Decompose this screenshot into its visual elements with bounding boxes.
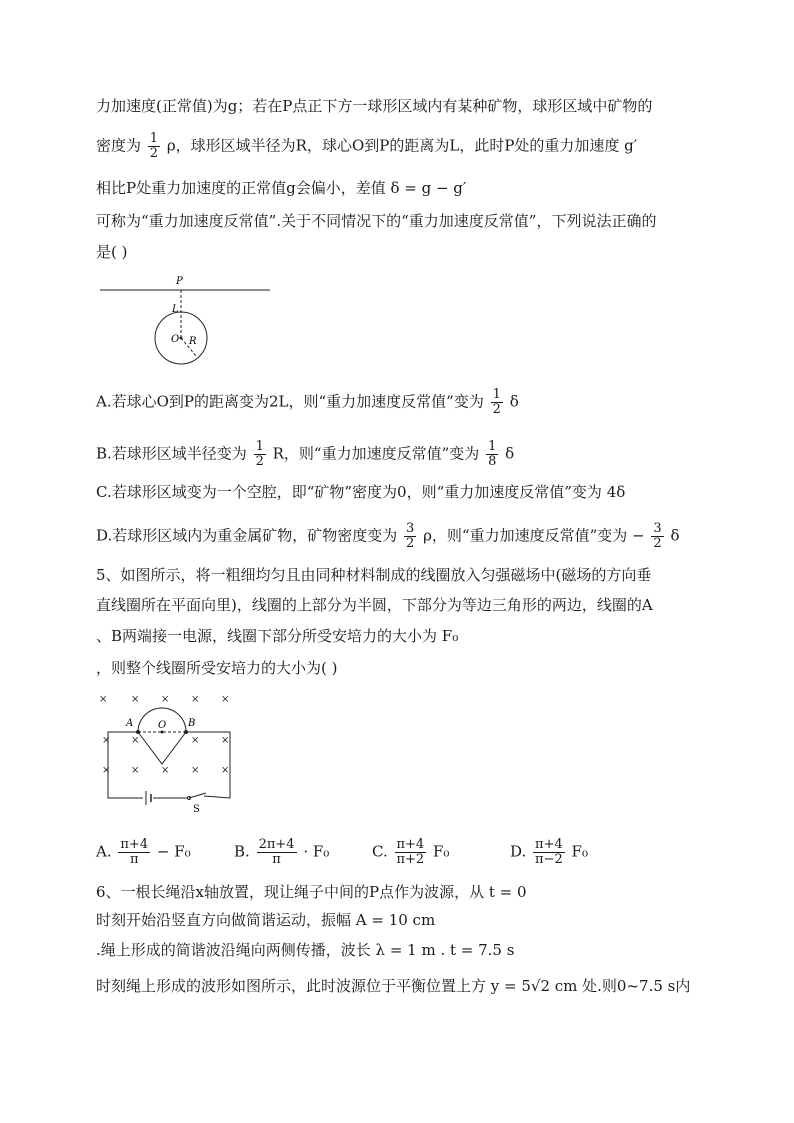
q5-option-C[interactable]: [372, 838, 449, 867]
cross-mark: ×: [161, 765, 170, 776]
q4-option-D[interactable]: [96, 522, 679, 551]
q5-option-B[interactable]: [234, 838, 329, 867]
cross-mark: ×: [161, 694, 170, 705]
cross-mark: ×: [221, 694, 230, 705]
cross-mark: ×: [221, 765, 230, 776]
option-fraction: [257, 838, 297, 867]
option-label: C.: [372, 842, 388, 861]
option-tail: · F₀: [303, 842, 330, 861]
cross-mark: ×: [102, 765, 111, 776]
center-dot: [180, 337, 183, 340]
fraction-numerator: π+4: [535, 837, 563, 852]
fraction-numerator: 2π+4: [258, 837, 295, 852]
cross-mark: ×: [191, 765, 200, 776]
label-B: B: [188, 718, 196, 729]
q5-coil-figure: [96, 688, 246, 818]
q5-text-line-1: 5、如图所示，将一粗细均匀且由同种材料制成的线圈放入匀强磁场中(磁场的方向垂: [96, 566, 652, 584]
q5-option-A[interactable]: [96, 838, 191, 867]
q4-text-line-4: 可称为“重力加速度反常值”.关于不同情况下的“重力加速度反常值”，下列说法正确的: [96, 212, 657, 230]
option-fraction: [651, 522, 663, 551]
q4-text-line-3: 相比P处重力加速度的正常值g会偏小，差值 δ = g − g′: [96, 179, 467, 197]
q4-half-fraction: [148, 132, 160, 161]
cross-mark: ×: [191, 735, 200, 746]
fraction-numerator: π+4: [396, 837, 425, 852]
option-fraction: [118, 838, 150, 867]
q5-option-D[interactable]: [510, 838, 588, 867]
q6-text-line-3: .绳上形成的简谐波沿绳向两侧传播，波长 λ = 1 m . t = 7.5 s: [96, 941, 515, 959]
fraction-denominator: 2: [492, 402, 501, 417]
label-R: R: [189, 336, 197, 347]
cross-mark: ×: [131, 694, 140, 705]
q4-sphere-figure: [96, 270, 286, 370]
option-fraction: [395, 838, 427, 867]
fraction-denominator: 8: [488, 454, 497, 469]
option-text: B.若球形区域半径变为: [96, 444, 247, 463]
cross-mark: ×: [191, 694, 200, 705]
q5-text-line-3: 、B两端接一电源，线圈下部分所受安培力的大小为 F₀: [96, 627, 459, 645]
fraction-numerator: 1: [149, 131, 159, 146]
option-fraction: [533, 838, 565, 867]
option-fraction: [491, 388, 503, 417]
q4-text-line-1: 力加速度(正常值)为g；若在P点正下方一球形区域内有某种矿物，球形区域中矿物的: [96, 97, 653, 115]
fraction-denominator: π−2: [535, 852, 563, 867]
q4-option-A[interactable]: [96, 388, 519, 417]
fraction-numerator: π+4: [120, 837, 149, 852]
option-symbol: δ: [670, 526, 680, 545]
fraction-denominator: π: [129, 852, 139, 867]
q4-density-rest: ρ，球形区域半径为R，球心O到P的距离为L，此时P处的重力加速度 g′: [166, 136, 638, 155]
option-symbol: δ: [505, 444, 515, 463]
label-P: P: [176, 276, 183, 287]
fraction-numerator: 3: [653, 521, 662, 536]
cross-mark: ×: [102, 735, 111, 746]
cross-mark: ×: [131, 735, 140, 746]
option-text: A.若球心O到P的距离变为2L，则“重力加速度反常值”变为: [96, 392, 484, 411]
cross-mark: ×: [221, 735, 230, 746]
point-B-dot: [184, 730, 188, 734]
cross-mark: ×: [99, 694, 108, 705]
option-fraction: [254, 440, 266, 469]
option-symbol: δ: [509, 392, 519, 411]
option-label: B.: [234, 842, 250, 861]
option-tail: F₀: [433, 842, 450, 861]
q6-text-line-2: 时刻开始沿竖直方向做简谐运动，振幅 A = 10 cm: [96, 911, 436, 929]
option-text: R，则“重力加速度反常值”变为: [272, 444, 480, 463]
q4-density-label: 密度为: [96, 136, 142, 155]
q4-option-B[interactable]: [96, 440, 514, 469]
option-tail: − F₀: [156, 842, 191, 861]
option-text: D.若球形区域内为重金属矿物，矿物密度变为: [96, 526, 398, 545]
q6-text-line-1: 6、一根长绳沿x轴放置，现让绳子中间的P点作为波源，从 t = 0: [96, 883, 527, 901]
label-O: O: [171, 334, 180, 345]
magnetic-field-crosses: [99, 694, 229, 776]
q4-option-C[interactable]: C.若球形区域变为一个空腔，即“矿物”密度为0，则“重力加速度反常值”变为 4δ: [96, 483, 626, 501]
q4-text-line-5: 是( ): [96, 243, 128, 261]
fraction-denominator: π+2: [396, 852, 425, 867]
label-O: O: [158, 720, 167, 731]
option-text: ρ，则“重力加速度反常值”变为 −: [423, 526, 645, 545]
option-label: A.: [96, 842, 112, 861]
q5-text-line-2: 直线圈所在平面向里)，线圈的上部分为半圆，下部分为等边三角形的两边，线圈的A: [96, 596, 653, 614]
fraction-numerator: 1: [488, 439, 497, 454]
option-tail: F₀: [571, 842, 588, 861]
fraction-numerator: 1: [492, 387, 501, 402]
label-S: S: [193, 804, 200, 815]
q5-text-line-4: ，则整个线圈所受安培力的大小为( ): [96, 659, 338, 677]
option-fraction: [486, 440, 498, 469]
fraction-denominator: π: [272, 852, 281, 867]
fraction-numerator: 1: [255, 439, 264, 454]
cross-mark: ×: [131, 765, 140, 776]
fraction-denominator: 2: [653, 536, 662, 551]
switch-blade: [189, 793, 206, 798]
q6-text-line-4: 时刻绳上形成的波形如图所示，此时波源位于平衡位置上方 y = 5√2 cm 处.则0~7.5 s内: [96, 977, 691, 995]
fraction-numerator: 3: [406, 521, 415, 536]
option-label: D.: [510, 842, 527, 861]
point-A-dot: [136, 730, 140, 734]
fraction-denominator: 2: [149, 146, 159, 161]
label-L: L: [172, 304, 179, 315]
triangle-sides: [138, 732, 186, 764]
option-fraction: [404, 522, 416, 551]
label-A: A: [126, 718, 134, 729]
fraction-denominator: 2: [255, 454, 264, 469]
q4-text-line-2: [96, 132, 637, 161]
fraction-denominator: 2: [406, 536, 415, 551]
